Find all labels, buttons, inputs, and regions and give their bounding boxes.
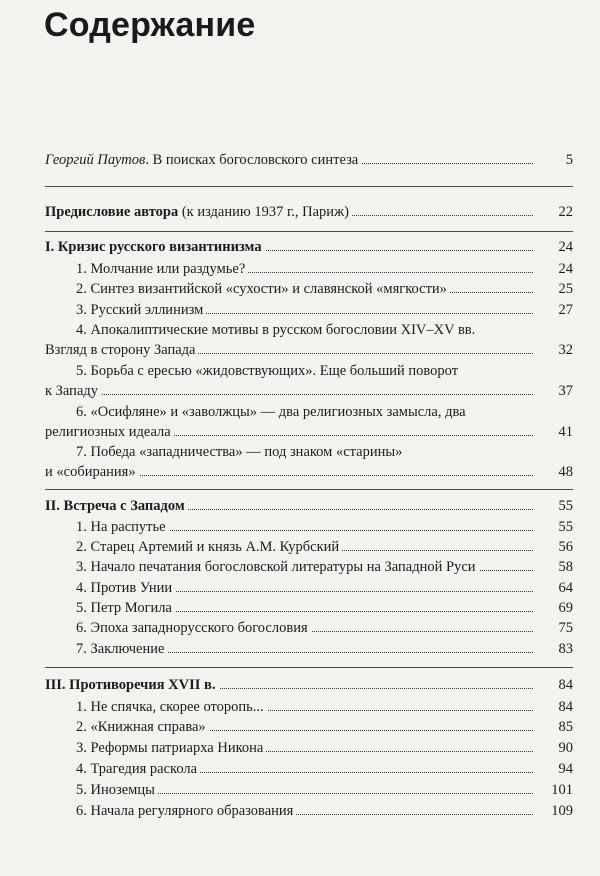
toc-item[interactable]: 4. Против Унии 64 xyxy=(76,577,573,599)
page-number: 64 xyxy=(556,577,574,599)
page-number: 109 xyxy=(548,800,573,822)
toc-item[interactable]: религиозных идеала 41 xyxy=(45,421,573,443)
page-number: 22 xyxy=(556,201,574,223)
intro-title: . В поисках богословского синтеза xyxy=(145,152,359,168)
toc-item-line: 5. Борьба с ересью «жидовствующих». Еще больший поворот xyxy=(76,363,459,379)
page-number: 27 xyxy=(556,299,574,321)
toc-item[interactable]: и «собирания» 48 xyxy=(45,461,573,483)
toc-item[interactable]: 1. На распутье 55 xyxy=(76,516,573,538)
toc-item-line: 4. Апокалиптические мотивы в русском богословии XIV–XV вв. xyxy=(76,322,476,338)
toc-item[interactable]: 1. Не спячка, скорее оторопь... 84 xyxy=(76,696,573,718)
toc-item[interactable]: 7. Заключение 83 xyxy=(76,638,573,660)
chapter-heading[interactable]: II. Встреча с Западом 55 xyxy=(45,495,573,517)
toc-item[interactable]: 3. Русский эллинизм 27 xyxy=(76,299,573,321)
preface-label: Предисловие автора xyxy=(45,204,179,220)
toc-item[interactable]: к Западу 37 xyxy=(45,380,573,402)
page-number: 41 xyxy=(556,421,574,443)
toc-item[interactable]: 5. Иноземцы 101 xyxy=(76,779,573,801)
toc-item[interactable]: 1. Молчание или раздумье? 24 xyxy=(76,258,573,280)
toc-item[interactable]: 4. Трагедия раскола 94 xyxy=(76,758,573,780)
divider xyxy=(45,231,573,232)
page-number: 75 xyxy=(556,617,574,639)
preface-note: (к изданию 1937 г., Париж) xyxy=(178,204,349,220)
page-number: 48 xyxy=(556,461,574,483)
chapter-heading[interactable]: III. Противоречия XVII в. 84 xyxy=(45,674,573,696)
toc-item[interactable]: 3. Реформы патриарха Никона 90 xyxy=(76,737,573,759)
page-number: 25 xyxy=(556,278,574,300)
toc-item[interactable]: 2. Синтез византийской «сухости» и славянской «мягкости» 25 xyxy=(76,278,573,300)
page-number: 94 xyxy=(556,758,574,780)
toc-entry-preface[interactable] xyxy=(45,201,573,223)
page-number: 56 xyxy=(556,536,574,558)
page-number: 24 xyxy=(556,258,574,280)
page-number: 24 xyxy=(556,236,574,258)
page-number: 5 xyxy=(563,149,573,171)
chapter-heading[interactable]: I. Кризис русского византинизма 24 xyxy=(45,236,573,258)
page-number: 84 xyxy=(556,674,574,696)
page-number: 101 xyxy=(548,779,573,801)
toc-item-line: 6. «Осифляне» и «заволжцы» — два религиозных замысла, два xyxy=(76,404,466,420)
page-number: 69 xyxy=(556,597,574,619)
page-number: 55 xyxy=(556,495,574,517)
page-number: 58 xyxy=(556,556,574,578)
page-number: 85 xyxy=(556,716,574,738)
page-number: 55 xyxy=(556,516,574,538)
page-number: 84 xyxy=(556,696,574,718)
page-number: 83 xyxy=(556,638,574,660)
divider xyxy=(45,186,573,187)
toc-item[interactable]: 2. «Книжная справа» 85 xyxy=(76,716,573,738)
toc-item[interactable]: 3. Начало печатания богословской литературы на Западной Руси 58 xyxy=(76,556,573,578)
dot-leader xyxy=(45,394,533,395)
divider xyxy=(45,667,573,668)
toc-entry-intro[interactable] xyxy=(45,149,573,171)
page-title: Содержание xyxy=(44,6,256,44)
page-number: 37 xyxy=(556,380,574,402)
intro-author: Георгий Паутов xyxy=(45,152,146,168)
toc-item[interactable]: 5. Петр Могила 69 xyxy=(76,597,573,619)
toc-item-line: 7. Победа «западничества» — под знаком «старины» xyxy=(76,444,403,460)
toc-item[interactable]: 6. Начала регулярного образования 109 xyxy=(76,800,573,822)
page-number: 32 xyxy=(556,339,574,361)
toc-item[interactable]: 6. Эпоха западнорусского богословия 75 xyxy=(76,617,573,639)
toc-item[interactable]: Взгляд в сторону Запада 32 xyxy=(45,339,573,361)
page-number: 90 xyxy=(556,737,574,759)
toc-item[interactable]: 2. Старец Артемий и князь А.М. Курбский 56 xyxy=(76,536,573,558)
divider xyxy=(45,489,573,490)
